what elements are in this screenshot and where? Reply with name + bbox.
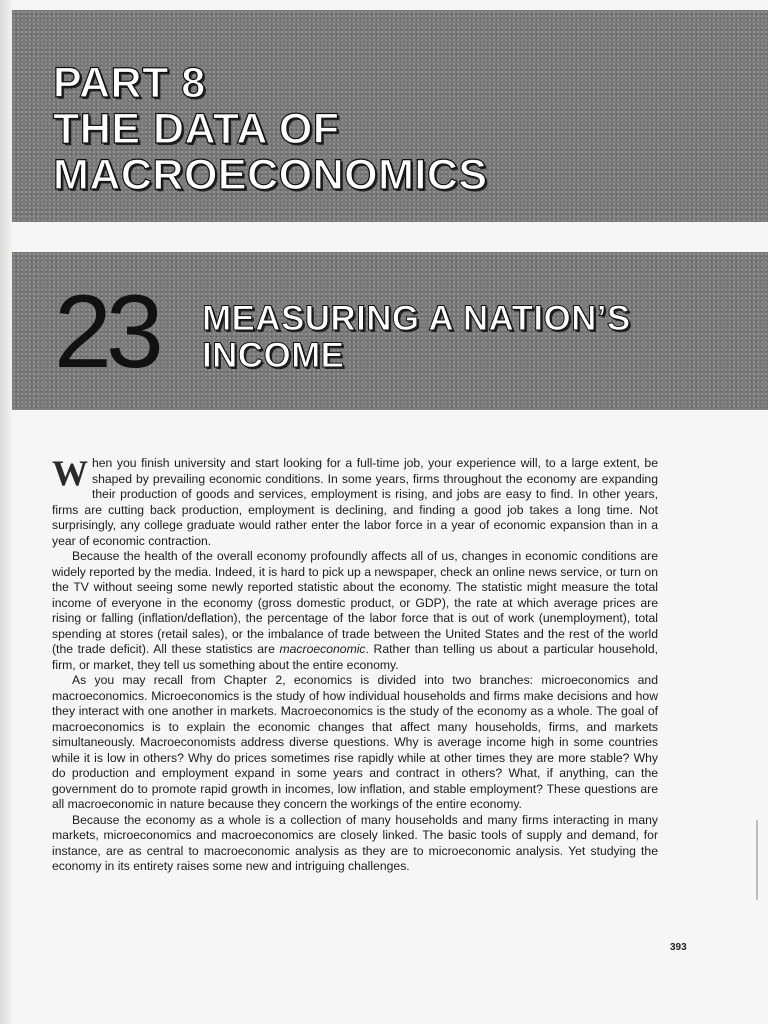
part-title-line: THE DATA OF	[53, 105, 340, 153]
paragraph: As you may recall from Chapter 2, economics is divided into two branches: microeconomics and macroeconomics. Microeconomics is the study of how individual households and firms make decisions and how they interact with one another in markets. Macroeconomics is the study of the economy as a whole. The goal of macroeconomics is to explain the economic changes that affect many households, firms, and markets simultaneously. Macroeconomists address diverse questions. Why is average income high in some countries while it is low in others? Why do prices sometimes rise rapidly while at other times they are more stable? Why do production and employment expand in some years and contract in others? What, if anything, can the government do to promote rapid growth in incomes, low inflation, and stable employment? These questions are all macroeconomic in nature because they concern the workings of the entire economy.	[52, 673, 658, 811]
chapter-number: 23	[54, 274, 158, 390]
italic-term: macroeconomic	[279, 642, 366, 656]
drop-cap: W	[52, 453, 88, 493]
paragraph-text: Because the health of the overall economy profoundly affects all of us, changes in economic conditions are widely reported by the media. Indeed, it is hard to pick up a newspaper, check an online news service, or turn on the TV without seeing some newly reported statistic about the economy. The statistic might measure the total income of everyone in the economy (gross domestic product, or GDP), the rate at which average prices are rising or falling (inflation/deflation), the percentage of the labor force that is out of work (unemployment), total spending at stores (retail sales), or the imbalance of trade between the United States and the rest of the world (the trade deficit). All these statistics are	[52, 549, 658, 656]
chapter-title	[202, 300, 631, 374]
paragraph-text: hen you finish university and start looking for a full-time job, your experience will, to a large extent, be shaped by prevailing economic conditions. In some years, firms throughout the economy are expanding their production of goods and services, employment is rising, and jobs are easy to find. In other years, firms are cutting back production, employment is declining, and finding a good job takes a long time. Not surprisingly, any college graduate would rather enter the labor force in a year of economic expansion than in a year of economic contraction.	[52, 456, 658, 548]
paragraph-text: . Rather than telling us about a particular household, firm, or market, they tell us something about the entire economy.	[52, 642, 658, 672]
chapter-body	[52, 453, 658, 875]
paragraph	[52, 453, 658, 549]
part-title-line: MACROECONOMICS	[53, 151, 488, 199]
paragraph	[52, 549, 658, 673]
chapter-title-line: MEASURING A NATION’S	[202, 299, 631, 338]
scan-edge-mark	[756, 820, 758, 900]
page-number: 393	[670, 942, 687, 953]
chapter-title-line: INCOME	[202, 336, 345, 375]
part-title	[53, 60, 488, 198]
part-label: PART 8	[53, 59, 206, 107]
paragraph: Because the economy as a whole is a collection of many households and many firms interacting in many markets, microeconomics and macroeconomics are closely linked. The basic tools of supply and demand, for instance, are as central to macroeconomic analysis as they are to microeconomic analysis. Yet studying the economy in its entirety raises some new and intriguing challenges.	[52, 812, 658, 873]
